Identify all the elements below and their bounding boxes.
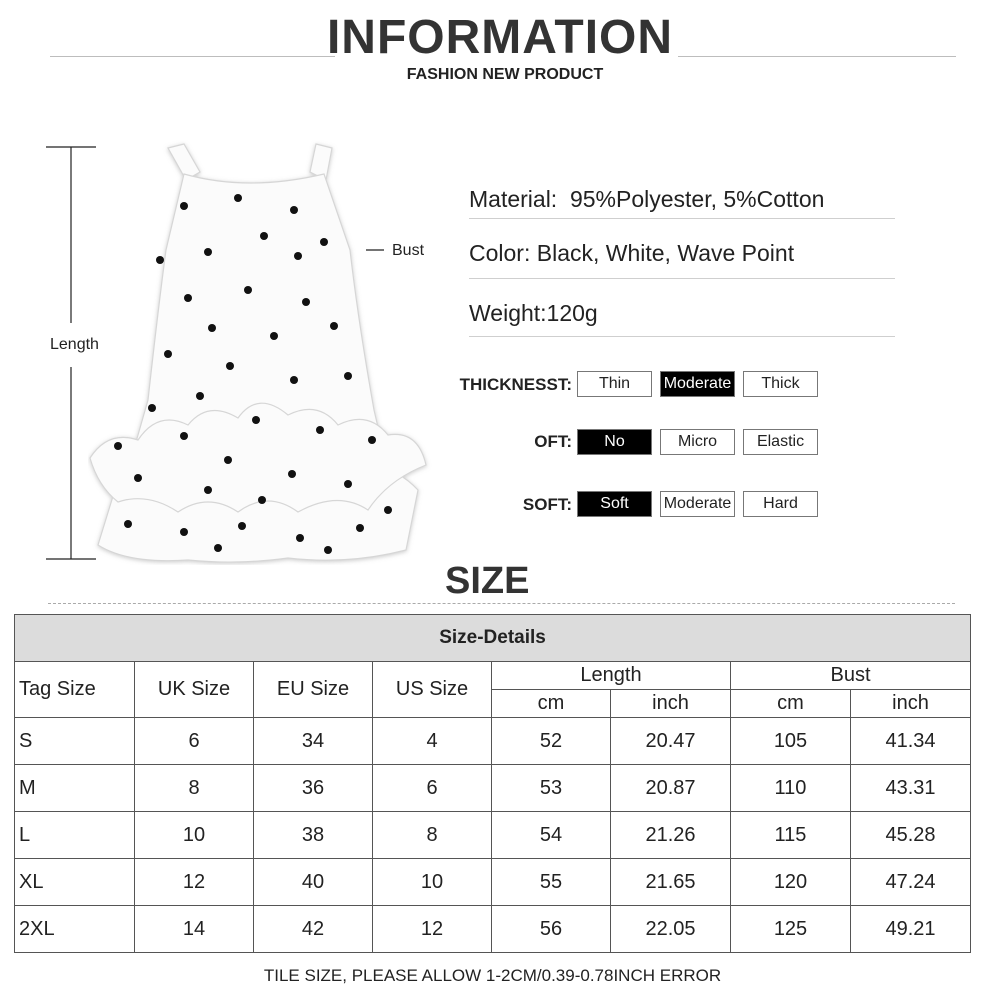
soft-label: SOFT: bbox=[522, 495, 572, 514]
tag-size-cell: M bbox=[15, 765, 135, 812]
col-eu-size: EU Size bbox=[254, 662, 373, 718]
tag-size-cell: XL bbox=[15, 859, 135, 906]
length-cm-cell: 53 bbox=[492, 765, 611, 812]
weight-spec: Weight:120g bbox=[469, 300, 598, 326]
size-table-title: Size-Details bbox=[15, 615, 971, 662]
thickness-option-moderate: Moderate bbox=[660, 371, 735, 397]
uk-size-cell: 6 bbox=[135, 718, 254, 765]
table-row bbox=[15, 859, 971, 906]
color-spec: Color: Black, White, Wave Point bbox=[469, 240, 795, 266]
length-cm-cell: 52 bbox=[492, 718, 611, 765]
us-size-cell: 6 bbox=[373, 765, 492, 812]
bust-cm-cell: 120 bbox=[731, 859, 851, 906]
length-inch-cell: 21.65 bbox=[611, 859, 731, 906]
polka-dot-dress-image bbox=[88, 140, 433, 565]
soft-option-hard: Hard bbox=[743, 491, 818, 517]
eu-size-cell: 38 bbox=[254, 812, 373, 859]
bust-inch-cell: 41.34 bbox=[851, 718, 971, 765]
size-heading: SIZE bbox=[445, 560, 530, 602]
thickness-label: THICKNESST: bbox=[459, 375, 572, 394]
col-tag-size: Tag Size bbox=[15, 662, 135, 718]
table-row bbox=[15, 906, 971, 953]
eu-size-cell: 34 bbox=[254, 718, 373, 765]
bust-cm-cell: 125 bbox=[731, 906, 851, 953]
oft-option-micro: Micro bbox=[660, 429, 735, 455]
col-length-inch: inch bbox=[611, 690, 731, 718]
length-inch-cell: 20.87 bbox=[611, 765, 731, 812]
tag-size-cell: S bbox=[15, 718, 135, 765]
uk-size-cell: 8 bbox=[135, 765, 254, 812]
length-cm-cell: 55 bbox=[492, 859, 611, 906]
bust-cm-cell: 105 bbox=[731, 718, 851, 765]
oft-option-elastic: Elastic bbox=[743, 429, 818, 455]
eu-size-cell: 36 bbox=[254, 765, 373, 812]
length-inch-cell: 21.26 bbox=[611, 812, 731, 859]
length-cm-cell: 56 bbox=[492, 906, 611, 953]
page-subtitle: FASHION NEW PRODUCT bbox=[406, 66, 604, 83]
bust-label: Bust bbox=[392, 242, 425, 259]
thickness-option-thick: Thick bbox=[743, 371, 818, 397]
col-bust-cm: cm bbox=[731, 690, 851, 718]
size-footnote: TILE SIZE, PLEASE ALLOW 1-2CM/0.39-0.78INCH ERROR bbox=[263, 966, 722, 985]
color-divider bbox=[469, 278, 895, 279]
bust-cm-cell: 115 bbox=[731, 812, 851, 859]
bust-inch-cell: 45.28 bbox=[851, 812, 971, 859]
eu-size-cell: 40 bbox=[254, 859, 373, 906]
soft-option-moderate: Moderate bbox=[660, 491, 735, 517]
length-inch-cell: 20.47 bbox=[611, 718, 731, 765]
uk-size-cell: 10 bbox=[135, 812, 254, 859]
thickness-option-thin: Thin bbox=[577, 371, 652, 397]
tag-size-cell: 2XL bbox=[15, 906, 135, 953]
eu-size-cell: 42 bbox=[254, 906, 373, 953]
us-size-cell: 4 bbox=[373, 718, 492, 765]
us-size-cell: 8 bbox=[373, 812, 492, 859]
bust-cm-cell: 110 bbox=[731, 765, 851, 812]
uk-size-cell: 14 bbox=[135, 906, 254, 953]
oft-label: OFT: bbox=[534, 432, 572, 451]
col-bust-inch: inch bbox=[851, 690, 971, 718]
bust-inch-cell: 47.24 bbox=[851, 859, 971, 906]
col-length: Length bbox=[492, 662, 731, 690]
bust-inch-cell: 43.31 bbox=[851, 765, 971, 812]
soft-option-soft: Soft bbox=[577, 491, 652, 517]
bust-inch-cell: 49.21 bbox=[851, 906, 971, 953]
table-row bbox=[15, 812, 971, 859]
length-cm-cell: 54 bbox=[492, 812, 611, 859]
length-inch-cell: 22.05 bbox=[611, 906, 731, 953]
material-spec: Material: 95%Polyester, 5%Cotton bbox=[469, 186, 825, 212]
material-divider bbox=[469, 218, 895, 219]
weight-divider bbox=[469, 336, 895, 337]
page-title: INFORMATION bbox=[326, 11, 674, 64]
tag-size-cell: L bbox=[15, 812, 135, 859]
length-label: Length bbox=[50, 336, 99, 353]
table-row bbox=[15, 718, 971, 765]
col-uk-size: UK Size bbox=[135, 662, 254, 718]
uk-size-cell: 12 bbox=[135, 859, 254, 906]
col-length-cm: cm bbox=[492, 690, 611, 718]
table-row bbox=[15, 765, 971, 812]
size-table bbox=[14, 614, 971, 953]
us-size-cell: 10 bbox=[373, 859, 492, 906]
col-us-size: US Size bbox=[373, 662, 492, 718]
oft-option-no: No bbox=[577, 429, 652, 455]
size-divider bbox=[48, 603, 955, 604]
col-bust: Bust bbox=[731, 662, 971, 690]
us-size-cell: 12 bbox=[373, 906, 492, 953]
